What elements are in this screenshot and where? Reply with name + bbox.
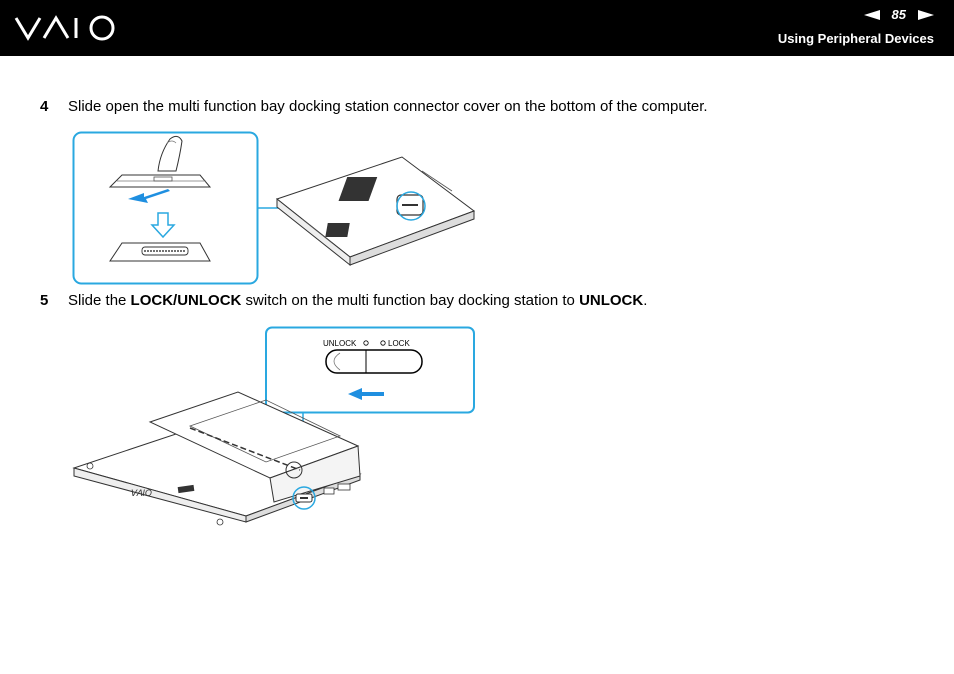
svg-text:ᐯᐱIO: ᐯᐱIO (130, 488, 152, 498)
step-4 (40, 98, 708, 115)
section-title: Using Peripheral Devices (777, 31, 934, 46)
step-number: 5 (40, 292, 49, 309)
page-header (0, 0, 954, 56)
connector-cover-illustration (72, 131, 482, 287)
lock-label: LOCK (388, 339, 410, 348)
laptop-bottom-illustration (277, 157, 474, 265)
next-page-icon[interactable] (918, 10, 934, 20)
unlock-label: UNLOCK (323, 339, 357, 348)
vaio-logo (14, 14, 124, 42)
connector-cover-closed (110, 243, 210, 261)
page-number: 85 (891, 7, 906, 22)
step-text: Slide the LOCK/UNLOCK switch on the multi function bay docking station to UNLOCK. (68, 292, 648, 309)
lock-unlock-switch (326, 350, 422, 373)
docking-station-illustration (70, 326, 480, 538)
step-5 (40, 292, 647, 309)
previous-page-icon[interactable] (864, 10, 880, 20)
step-number: 4 (40, 98, 49, 115)
lock-unlock-term: LOCK/UNLOCK (130, 292, 242, 309)
page-navigation (864, 7, 934, 22)
step-text: Slide open the multi function bay docking station connector cover on the bottom of the computer. (68, 98, 708, 115)
unlock-term: UNLOCK (579, 292, 644, 309)
